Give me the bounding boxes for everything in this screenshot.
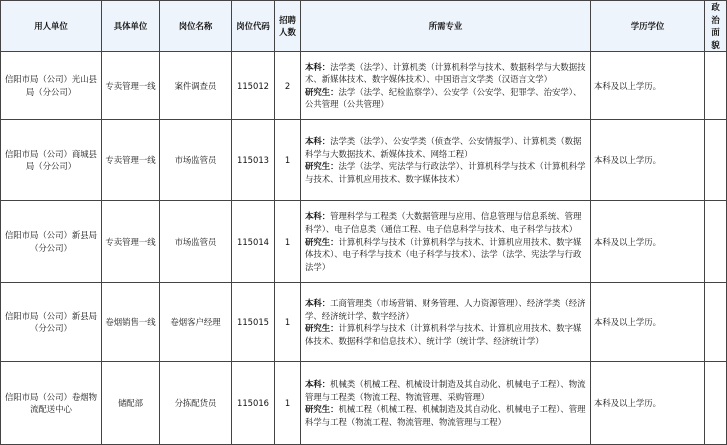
employer-cell: 信阳市局（公司）光山县局（分公司） <box>1 52 102 120</box>
table-row <box>1 52 727 120</box>
table-row <box>1 362 727 445</box>
undergrad-label: 本科： <box>305 211 331 222</box>
major-cell <box>301 120 591 201</box>
undergrad-majors: 工商管理类（市场营销、财务管理、人力资源管理）、经济学类（经济学、经济统计学、数字经济） <box>305 298 586 321</box>
count-cell: 1 <box>275 120 301 201</box>
unit-cell: 专卖管理一线 <box>102 201 160 283</box>
grad-label: 研究生： <box>305 86 339 97</box>
undergrad-label: 本科： <box>305 61 331 72</box>
unit-cell: 卷烟销售一线 <box>102 283 160 362</box>
education-cell: 本科及以上学历。 <box>591 201 705 283</box>
count-cell: 2 <box>275 52 301 120</box>
code-cell: 115013 <box>232 120 275 201</box>
header-politics: 政治面貌 <box>705 1 727 52</box>
code-cell: 115012 <box>232 52 275 120</box>
count-cell: 1 <box>275 201 301 283</box>
employer-cell: 信阳市局（公司）商城县局（分公司） <box>1 120 102 201</box>
header-code: 岗位代码 <box>232 1 275 52</box>
undergrad-label: 本科： <box>305 379 331 390</box>
undergrad-majors: 法学类（法学）、计算机类（计算机科学与技术、数据科学与大数据技术、新媒体技术、数字媒体技术）、中国语言文学类（汉语言文学） <box>305 61 586 85</box>
header-major: 所需专业 <box>301 1 591 52</box>
unit-cell: 专卖管理一线 <box>102 120 160 201</box>
code-cell: 115016 <box>232 362 275 445</box>
header-education: 学历学位 <box>591 1 705 52</box>
grad-majors: 机械工程（机械工程、机械制造及其自动化、机械电子工程）、管理科学与工程（物流工程、物流管理、物流管理与工程） <box>305 404 586 427</box>
major-cell <box>301 362 591 445</box>
position-cell: 分拣配货员 <box>160 362 232 445</box>
grad-majors: 法学（法学、宪法学与行政法学）、计算机科学与技术（计算机科学与技术、计算机应用技术、数字媒体技术） <box>305 161 586 184</box>
employer-cell: 信阳市局（公司）新县局（分公司） <box>1 201 102 283</box>
politics-cell <box>705 283 727 362</box>
position-cell: 市场监管员 <box>160 120 232 201</box>
undergrad-majors: 管理科学与工程类（大数据管理与应用、信息管理与信息系统、管理科学）、电子信息类（通信工程、电子信息科学与技术、电子科学与技术） <box>305 211 582 234</box>
politics-cell <box>705 201 727 283</box>
employer-cell: 信阳市局（公司）新县局（分公司） <box>1 283 102 362</box>
header-employer: 用人单位 <box>1 1 102 52</box>
count-cell: 1 <box>275 362 301 445</box>
education-cell: 本科及以上学历。 <box>591 362 705 445</box>
position-cell: 案件调查员 <box>160 52 232 120</box>
code-cell: 115014 <box>232 201 275 283</box>
unit-cell: 储配部 <box>102 362 160 445</box>
table-row <box>1 120 727 201</box>
grad-label: 研究生： <box>305 161 339 172</box>
education-cell: 本科及以上学历。 <box>591 120 705 201</box>
table-header-row <box>1 1 727 52</box>
header-count: 招聘人数 <box>275 1 301 52</box>
grad-label: 研究生： <box>305 323 339 334</box>
grad-majors: 法学（法学、纪检监察学）、公安学（公安学、犯罪学、治安学）、公共管理（公共管理） <box>305 86 582 110</box>
table-row <box>1 201 727 283</box>
position-cell: 市场监管员 <box>160 201 232 283</box>
education-cell: 本科及以上学历。 <box>591 52 705 120</box>
grad-label: 研究生： <box>305 404 339 415</box>
position-cell: 卷烟客户经理 <box>160 283 232 362</box>
undergrad-majors: 法学类（法学）、公安学类（侦查学、公安情报学）、计算机类（数据科学与大数据技术、新媒体技术、网络工程） <box>305 136 582 159</box>
politics-cell <box>705 52 727 120</box>
count-cell: 1 <box>275 283 301 362</box>
politics-cell <box>705 120 727 201</box>
major-cell <box>301 283 591 362</box>
undergrad-majors: 机械类（机械工程、机械设计制造及其自动化、机械电子工程）、物流管理与工程类（物流工程、物流管理、采购管理） <box>305 379 586 402</box>
table-row <box>1 283 727 362</box>
major-cell <box>301 52 591 120</box>
unit-cell: 专卖管理一线 <box>102 52 160 120</box>
grad-majors: 计算机科学与技术（计算机科学与技术、计算机应用技术、数字媒体技术）、电子科学与技术（电子科学与技术）、法学（法学、宪法学与行政法学） <box>305 236 582 272</box>
grad-label: 研究生： <box>305 236 339 247</box>
education-cell: 本科及以上学历。 <box>591 283 705 362</box>
major-cell <box>301 201 591 283</box>
grad-majors: 计算机科学与技术（计算机科学与技术、计算机应用技术、数字媒体技术、数据科学和信息技术）、统计学（统计学、经济统计学） <box>305 323 582 346</box>
politics-cell <box>705 362 727 445</box>
undergrad-label: 本科： <box>305 136 331 147</box>
header-position: 岗位名称 <box>160 1 232 52</box>
code-cell: 115015 <box>232 283 275 362</box>
employer-cell: 信阳市局（公司）卷烟物流配送中心 <box>1 362 102 445</box>
header-unit: 具体单位 <box>102 1 160 52</box>
undergrad-label: 本科： <box>305 298 331 309</box>
